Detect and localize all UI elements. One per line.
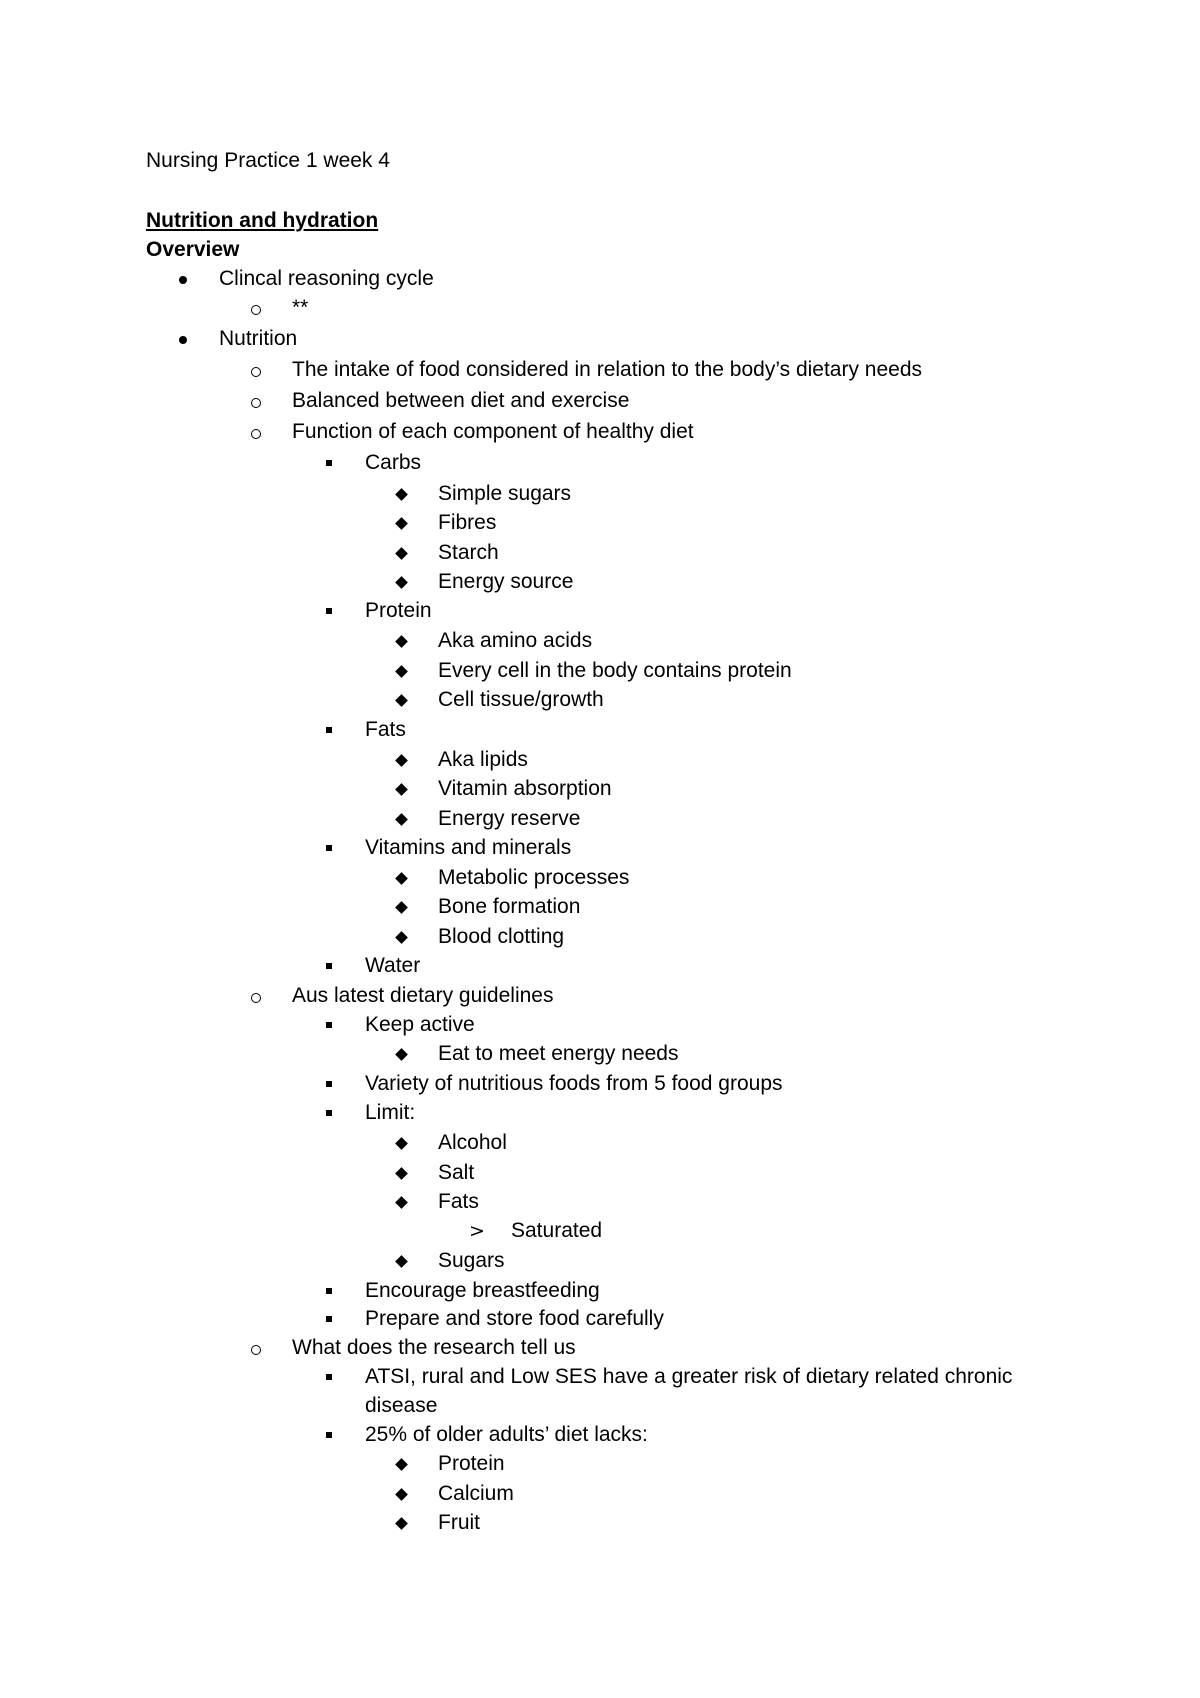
- bullet-square-icon: [326, 845, 332, 851]
- list-item: Fats: [365, 718, 406, 741]
- list-item: Salt: [438, 1161, 475, 1184]
- list-item: Eat to meet energy needs: [438, 1042, 679, 1065]
- bullet-circle-icon: [251, 1345, 261, 1355]
- list-item: disease: [365, 1394, 438, 1417]
- list-item: Sugars: [438, 1249, 505, 1272]
- list-item: Encourage breastfeeding: [365, 1279, 600, 1302]
- list-item: Clincal reasoning cycle: [219, 267, 434, 290]
- list-item: Fats: [438, 1190, 479, 1213]
- list-item: Starch: [438, 541, 499, 564]
- bullet-diamond-icon: [395, 694, 408, 707]
- bullet-square-icon: [326, 1022, 332, 1028]
- list-item: Function of each component of healthy diet: [292, 420, 694, 443]
- list-item: The intake of food considered in relation to the body’s dietary needs: [292, 358, 923, 381]
- bullet-dot-icon: [179, 336, 187, 344]
- bullet-diamond-icon: [395, 1458, 408, 1471]
- list-item: Fruit: [438, 1511, 480, 1534]
- list-item: Water: [365, 954, 421, 977]
- list-item: Protein: [438, 1452, 505, 1475]
- bullet-square-icon: [326, 1081, 332, 1087]
- list-item: Aka lipids: [438, 748, 528, 771]
- list-item: Metabolic processes: [438, 866, 630, 889]
- list-item: Variety of nutritious foods from 5 food groups: [365, 1072, 783, 1095]
- list-item: Energy source: [438, 570, 574, 593]
- list-item: Alcohol: [438, 1131, 507, 1154]
- document-title: Nursing Practice 1 week 4: [146, 149, 390, 172]
- list-item: Saturated: [511, 1219, 603, 1242]
- list-item: Aka amino acids: [438, 629, 593, 652]
- bullet-square-icon: [326, 1316, 332, 1322]
- bullet-diamond-icon: [395, 576, 408, 589]
- bullet-diamond-icon: [395, 931, 408, 944]
- bullet-diamond-icon: [395, 901, 408, 914]
- list-item: Carbs: [365, 451, 422, 474]
- bullet-diamond-icon: [395, 783, 408, 796]
- bullet-diamond-icon: [395, 665, 408, 678]
- bullet-square-icon: [326, 1432, 332, 1438]
- bullet-circle-icon: [251, 398, 261, 408]
- list-item: Limit:: [365, 1101, 416, 1124]
- list-item: What does the research tell us: [292, 1336, 576, 1359]
- bullet-diamond-icon: [395, 1255, 408, 1268]
- bullet-square-icon: [326, 1374, 332, 1380]
- bullet-diamond-icon: [395, 1167, 408, 1180]
- list-item: Balanced between diet and exercise: [292, 389, 630, 412]
- bullet-diamond-icon: [395, 813, 408, 826]
- bullet-diamond-icon: [395, 635, 408, 648]
- list-item: Fibres: [438, 511, 497, 534]
- list-item: Blood clotting: [438, 925, 565, 948]
- bullet-square-icon: [326, 1288, 332, 1294]
- list-item: Energy reserve: [438, 807, 581, 830]
- bullet-dot-icon: [179, 276, 187, 284]
- section-heading: Nutrition and hydration: [146, 209, 379, 232]
- list-item: Cell tissue/growth: [438, 688, 604, 711]
- subheading: Overview: [146, 238, 240, 261]
- list-item: Simple sugars: [438, 482, 572, 505]
- list-item: Protein: [365, 599, 432, 622]
- bullet-diamond-icon: [395, 754, 408, 767]
- list-item: ATSI, rural and Low SES have a greater risk of dietary related chronic: [365, 1365, 1013, 1388]
- bullet-diamond-icon: [395, 547, 408, 560]
- list-item: Bone formation: [438, 895, 581, 918]
- list-item: Vitamin absorption: [438, 777, 612, 800]
- bullet-diamond-icon: [395, 488, 408, 501]
- bullet-diamond-icon: [395, 872, 408, 885]
- bullet-diamond-icon: [395, 1517, 408, 1530]
- bullet-circle-icon: [251, 367, 261, 377]
- bullet-square-icon: [326, 963, 332, 969]
- bullet-diamond-icon: [395, 1048, 408, 1061]
- bullet-square-icon: [326, 608, 332, 614]
- bullet-diamond-icon: [395, 517, 408, 530]
- list-item: Vitamins and minerals: [365, 836, 572, 859]
- bullet-square-icon: [326, 727, 332, 733]
- bullet-circle-icon: [251, 993, 261, 1003]
- list-item: 25% of older adults’ diet lacks:: [365, 1423, 648, 1446]
- list-item: **: [292, 296, 309, 319]
- bullet-diamond-icon: [395, 1196, 408, 1209]
- bullet-diamond-icon: [395, 1137, 408, 1150]
- list-item: Prepare and store food carefully: [365, 1307, 664, 1330]
- bullet-diamond-icon: [395, 1488, 408, 1501]
- list-item: Calcium: [438, 1482, 514, 1505]
- bullet-square-icon: [326, 1110, 332, 1116]
- list-item: Nutrition: [219, 327, 298, 350]
- list-item: Aus latest dietary guidelines: [292, 984, 554, 1007]
- bullet-arrow-icon: >: [469, 1220, 485, 1242]
- bullet-circle-icon: [251, 429, 261, 439]
- bullet-circle-icon: [251, 305, 261, 315]
- bullet-square-icon: [326, 460, 332, 466]
- list-item: Keep active: [365, 1013, 475, 1036]
- list-item: Every cell in the body contains protein: [438, 659, 792, 682]
